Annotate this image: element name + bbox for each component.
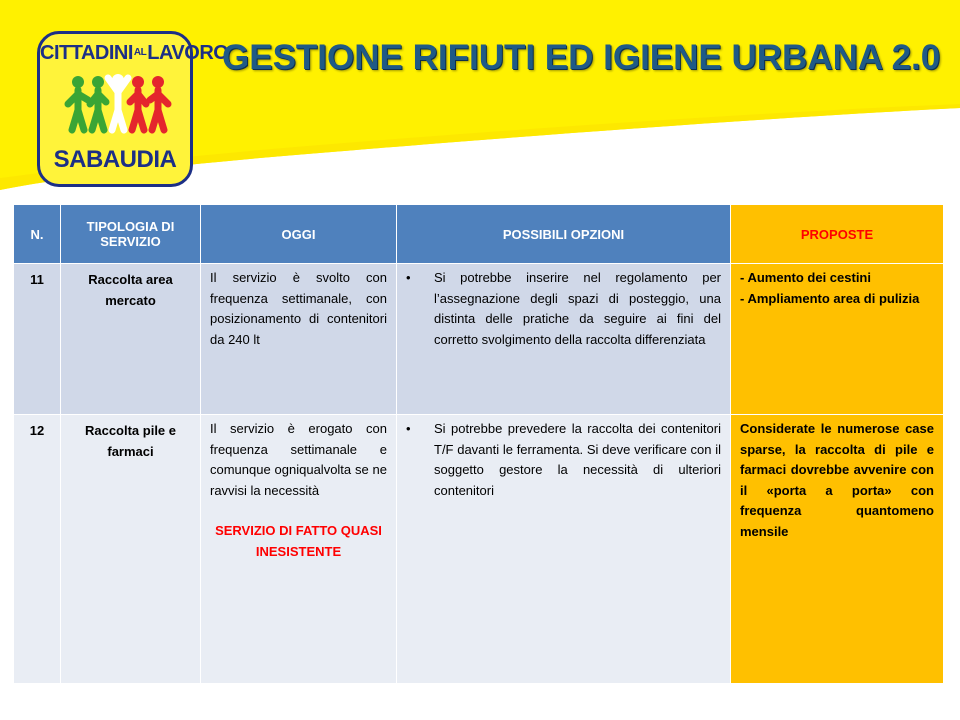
alert-text: SERVIZIO DI FATTO QUASI INESISTENTE bbox=[215, 523, 382, 559]
header-tipologia: TIPOLOGIA DI SERVIZIO bbox=[61, 205, 201, 264]
bullet-icon: • bbox=[406, 421, 411, 436]
service-type: Raccolta area mercato bbox=[61, 264, 201, 415]
bullet-icon: • bbox=[406, 270, 411, 285]
possible-options bbox=[397, 415, 731, 684]
logo-bottom-text: SABAUDIA bbox=[53, 146, 177, 173]
table-header-row bbox=[14, 205, 944, 264]
row-number: 11 bbox=[14, 264, 61, 415]
cittadini-al-lavoro-logo bbox=[37, 31, 229, 187]
service-type: Raccolta pile e farmaci bbox=[61, 415, 201, 684]
possible-options bbox=[397, 264, 731, 415]
option-text: Si potrebbe prevedere la raccolta dei contenitori T/F davanti le ferramenta. Si deve verificare con il soggetto gestore la necessità di ulteriori contenitori bbox=[434, 421, 721, 498]
option-text: Si potrebbe inserire nel regolamento per l’assegnazione degli spazi di posteggio, una distinta delle pratiche da seguire ai fini del corretto svolgimento della raccolta differenziata bbox=[434, 270, 721, 347]
page-title: GESTIONE RIFIUTI ED IGIENE URBANA 2.0 bbox=[222, 38, 941, 77]
header-proposte: PROPOSTE bbox=[731, 205, 944, 264]
header-oggi: OGGI bbox=[201, 205, 397, 264]
logo-top-text: $CITTADINI^{AL}LAVORO$ bbox=[40, 42, 229, 64]
proposal-item: - Ampliamento area di pulizia bbox=[740, 290, 920, 306]
row-number: 12 bbox=[14, 415, 61, 684]
current-state bbox=[201, 415, 397, 684]
current-state: Il servizio è svolto con frequenza settimanale, con posizionamento di contenitori da 240 lt bbox=[201, 264, 397, 415]
table-row bbox=[14, 415, 944, 684]
proposals bbox=[731, 264, 944, 415]
services-table bbox=[13, 204, 944, 684]
proposal-item: - Aumento dei cestini bbox=[740, 270, 871, 285]
header-opzioni: POSSIBILI OPZIONI bbox=[397, 205, 731, 264]
proposals bbox=[731, 415, 944, 684]
people-figures-icon bbox=[66, 70, 170, 134]
header-num: N. bbox=[14, 205, 61, 264]
proposal-item: Considerate le numerose case sparse, la raccolta di pile e farmaci dovrebbe avvenire con il «porta a porta» con frequenza quantomeno mensile bbox=[740, 421, 934, 539]
current-state-text: Il servizio è erogato con frequenza settimanale e comunque ogniqualvolta se ne ravvisi la necessità bbox=[210, 421, 387, 498]
table-row bbox=[14, 264, 944, 415]
